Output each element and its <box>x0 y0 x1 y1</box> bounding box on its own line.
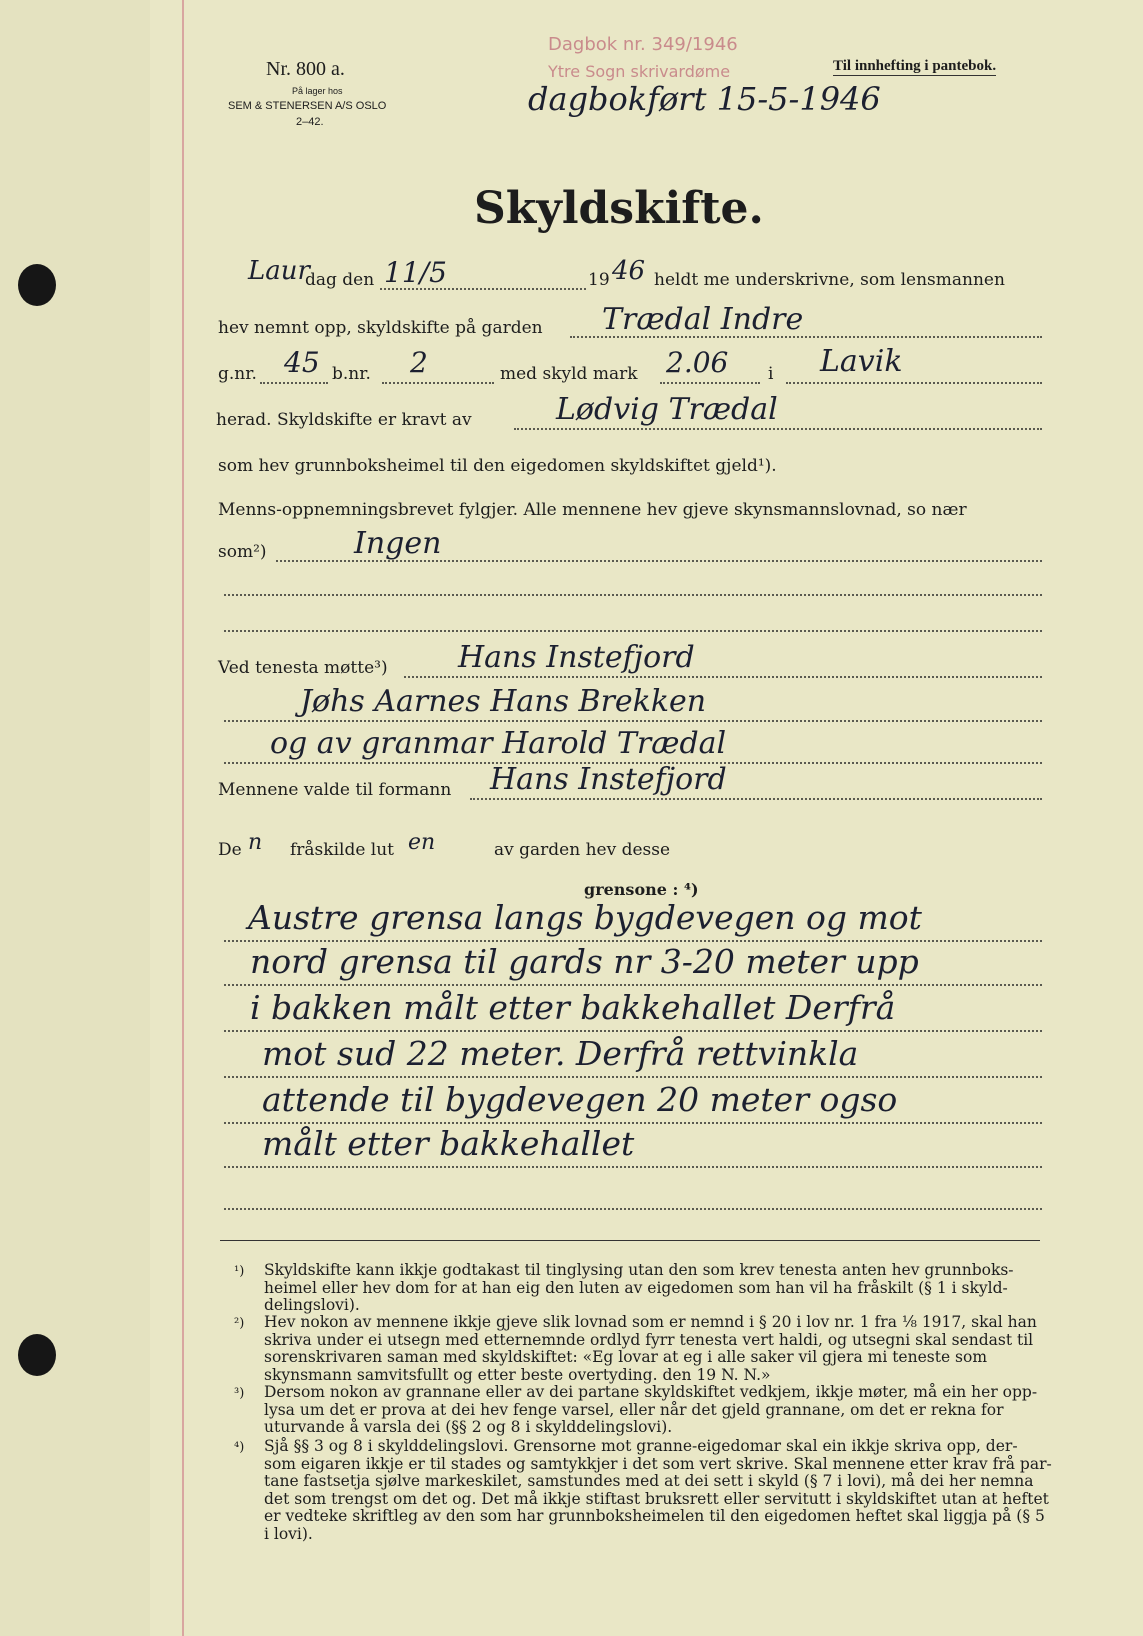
boundary-line-7 <box>224 1208 1042 1210</box>
gnr-handwritten: 45 <box>284 346 320 379</box>
margin-rule <box>182 0 184 1636</box>
formann-label: Mennene valde til formann <box>218 780 452 800</box>
boundary-line-3 <box>224 1030 1042 1032</box>
footnote-2-mark: ²) <box>234 1316 245 1331</box>
herad-handwritten: Lavik <box>820 344 903 379</box>
som-handwritten: Ingen <box>354 526 442 561</box>
publisher-line1: På lager hos <box>292 86 343 96</box>
blank-line-2 <box>224 630 1042 632</box>
diary-stamp-number: Dagbok nr. 349/1946 <box>548 34 738 55</box>
binding-strip <box>0 0 150 1636</box>
requester-line <box>514 428 1042 430</box>
publisher-line3: 2–42. <box>296 116 324 128</box>
attendee-3-handwritten: og av granmar Harold Trædal <box>270 726 727 761</box>
footnote-2-text: Hev nokon av mennene ikkje gjeve slik lovnad som er nemnd i § 20 i lov nr. 1 fra ⅛ 1917, skal han skriva under ei utsegn med etternemnde ordlyd fyrr tenesta vert haldi, og utsegni skal sendast til sorenskrivaren saman med skyldskiftet: «Eg lovar at eg i alle saker vil gjera mi teneste som skynsmann samvitsfullt og etter beste overtyding. den 19 N. N.» <box>264 1313 1037 1384</box>
gnr-line <box>260 382 328 384</box>
blank-line-1 <box>224 594 1042 596</box>
attendee-1-handwritten: Hans Instefjord <box>458 640 695 675</box>
boundary-text-4: mot sud 22 meter. Derfrå rettvinkla <box>262 1034 859 1073</box>
footnote-4-text: Sjå §§ 3 og 8 i skylddelingslovi. Grensorne mot granne-eigedomar skal ein ikkje skriva opp, der- som eigaren ikkje er til stades og samtykkjer i det som vert skrive. Skal mennene etter krav frå par- tane fastsetja sjølve markeskilet, samstundes med at dei sett i skyld (§ 7 i lovi), må dei her nemna det som trengst om det og. Det må ikkje stiftast bruksrett eller servitutt i skyldskiftet utan at heftet er vedteke skriftleg av den som har grunnboksheimelen til den eigedomen heftet skal liggja på (§ 5 i lovi). <box>264 1437 1052 1543</box>
boundary-text-6: målt etter bakkehallet <box>262 1124 635 1163</box>
tenesta-label: Ved tenesta møtte³) <box>218 658 388 678</box>
punch-hole-bottom <box>18 1334 56 1376</box>
boundary-text-3: i bakken målt etter bakkehallet Derfrå <box>250 988 896 1027</box>
day-prefix-handwritten: Laur <box>248 256 310 286</box>
held-text: heldt me underskrivne, som lensmannen <box>654 270 1005 290</box>
attendee-2-handwritten: Jøhs Aarnes Hans Brekken <box>300 684 707 719</box>
footnote-1-mark: ¹) <box>234 1264 245 1279</box>
formann-handwritten: Hans Instefjord <box>490 762 727 797</box>
som-label: som²) <box>218 542 267 562</box>
herad-line <box>786 382 1042 384</box>
skyld-label: med skyld mark <box>500 364 638 384</box>
av-garden-label: av garden hev desse <box>494 840 671 860</box>
bnr-label: b.nr. <box>332 364 371 384</box>
i-label: i <box>768 364 774 384</box>
publisher-line2: SEM & STENERSEN A/S OSLO <box>228 100 387 112</box>
herad-label: herad. Skyldskifte er kravt av <box>216 410 472 430</box>
document-title: Skyldskifte. <box>474 183 764 234</box>
boundary-line-2 <box>224 984 1042 986</box>
diary-stamp-office: Ytre Sogn skrivardøme <box>548 62 731 81</box>
boundary-line-4 <box>224 1076 1042 1078</box>
den-fill-handwritten: n <box>248 830 263 855</box>
skyld-line <box>660 382 760 384</box>
grensone-heading: grensone : ⁴) <box>584 880 699 899</box>
year-prefix: 19 <box>588 270 610 290</box>
lut-fill-handwritten: en <box>408 830 436 855</box>
filed-date-handwritten: dagbokført 15-5-1946 <box>528 80 881 118</box>
formann-line <box>470 798 1042 800</box>
gnr-label: g.nr. <box>218 364 257 384</box>
den-prefix: De <box>218 840 242 860</box>
attendee-line-2 <box>224 720 1042 722</box>
punch-hole-top <box>18 264 56 306</box>
footnote-1-text: Skyldskifte kann ikkje godtakast til tinglysing utan den som krev tenesta anten hev grunnboks- heimel eller hev dom for at han eig den luten av eigedomen som han vil ha fråskilt (§ 1 i skyld- delingslovi). <box>264 1261 1014 1314</box>
farm-label: hev nemnt opp, skyldskifte på garden <box>218 318 543 338</box>
boundary-text-5: attende til bygdevegen 20 meter ogso <box>262 1080 898 1119</box>
date-handwritten: 11/5 <box>384 256 447 289</box>
form-number: Nr. 800 a. <box>266 58 345 80</box>
fraskilde-label: fråskilde lut <box>290 840 395 860</box>
requester-handwritten: Lødvig Trædal <box>556 392 778 427</box>
boundary-text-2: nord grensa til gards nr 3-20 meter upp <box>250 942 919 981</box>
binding-note: Til innhefting i pantebok. <box>833 58 997 74</box>
grunnbok-text: som hev grunnboksheimel til den eigedomen skyldskiftet gjeld¹). <box>218 456 777 476</box>
boundary-text-1: Austre grensa langs bygdevegen og mot <box>248 898 922 937</box>
farm-handwritten: Trædal Indre <box>602 302 804 337</box>
attendee-line-1 <box>404 676 1042 678</box>
menns-text: Menns-oppnemningsbrevet fylgjer. Alle mennene hev gjeve skynsmannslovnad, so nær <box>218 500 967 520</box>
skyld-handwritten: 2.06 <box>666 346 729 379</box>
year-handwritten: 46 <box>612 256 646 286</box>
bnr-handwritten: 2 <box>410 346 428 379</box>
footnote-3-mark: ³) <box>234 1386 245 1401</box>
footnote-rule <box>220 1240 1040 1241</box>
footnote-3-text: Dersom nokon av grannane eller av dei partane skyldskiftet vedkjem, ikkje møter, må ein her opp- lysa um det er prova at dei hev fenge varsel, eller når det gjeld grannane, om det er rekna for uturvande å varsla dei (§§ 2 og 8 i skylddelingslovi). <box>264 1383 1038 1436</box>
day-suffix-label: dag den <box>305 270 375 290</box>
footnote-4-mark: ⁴) <box>234 1440 245 1455</box>
boundary-line-6 <box>224 1166 1042 1168</box>
bnr-line <box>382 382 494 384</box>
